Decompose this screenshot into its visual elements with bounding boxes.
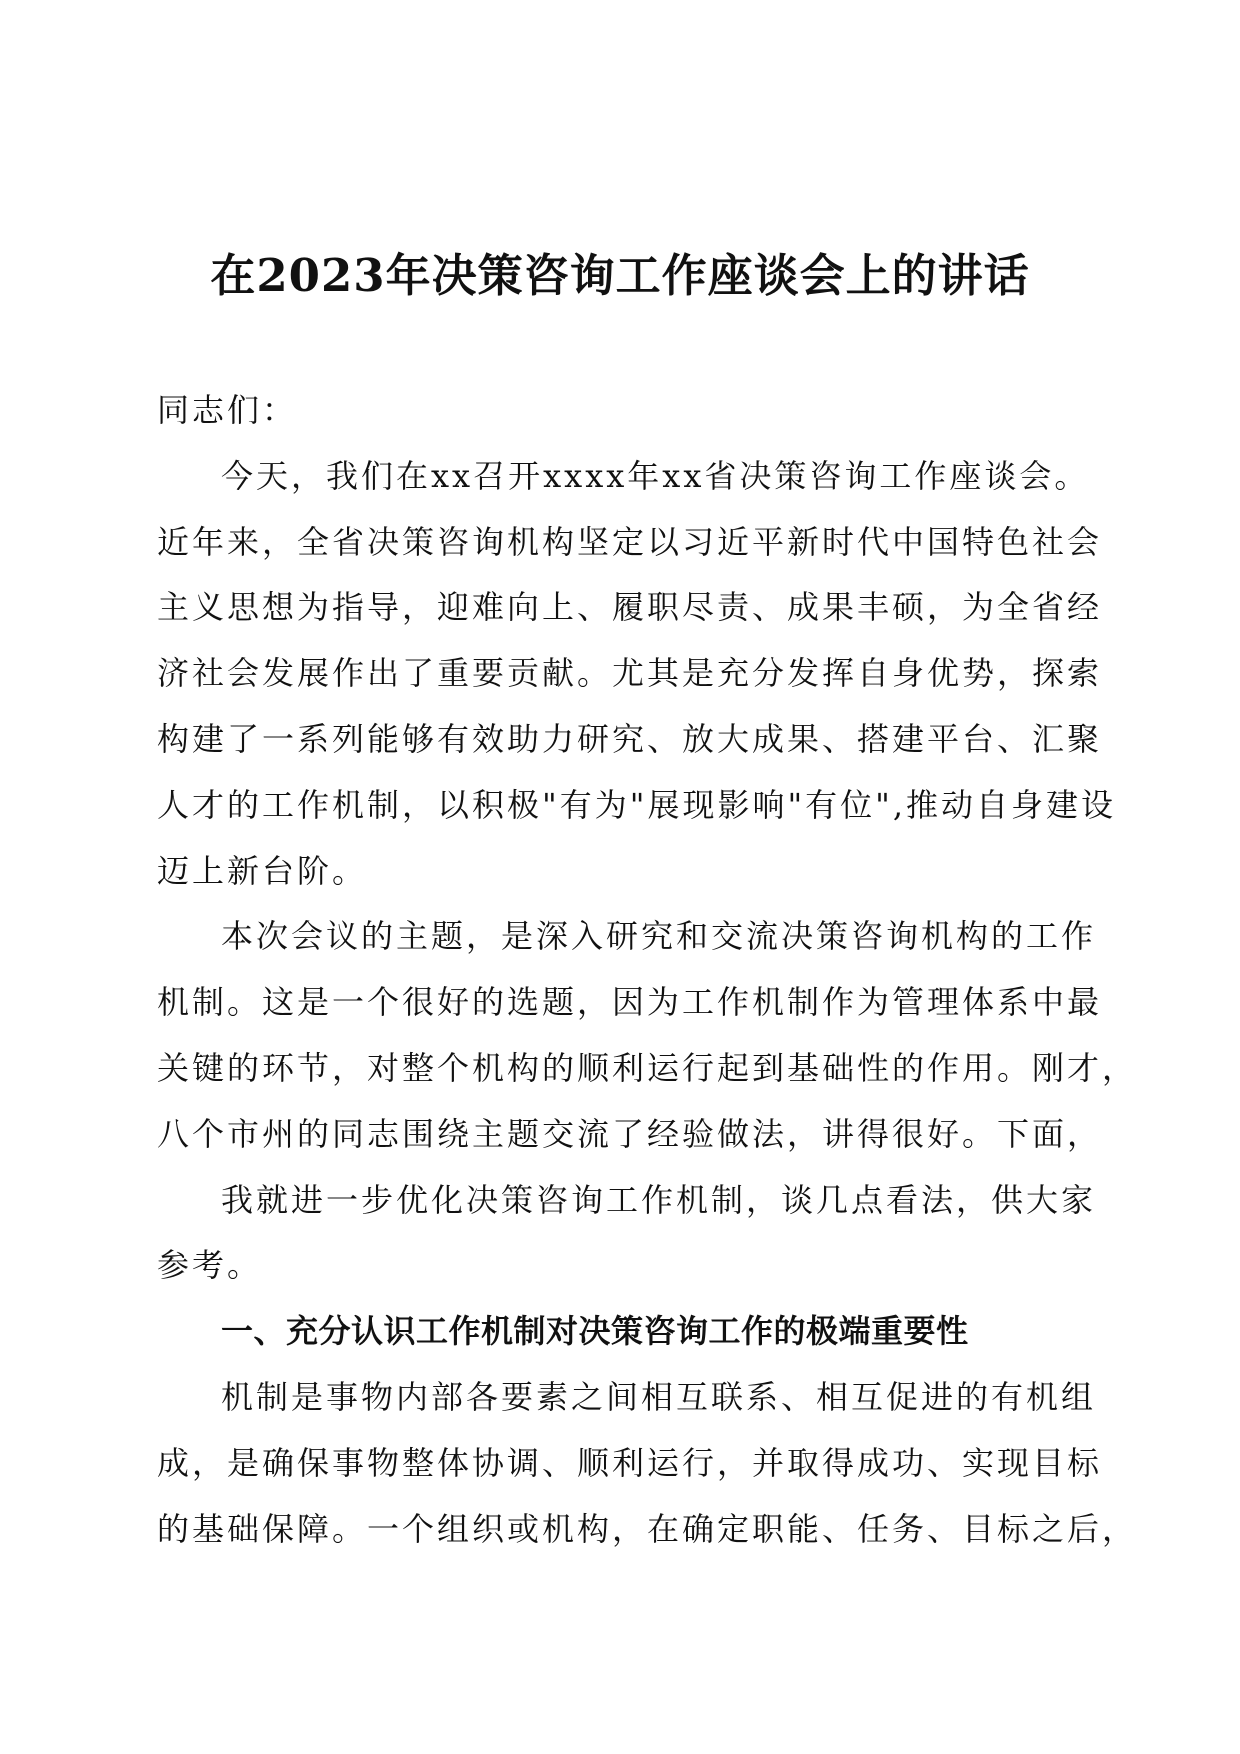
paragraph-1-line-3: 主义思想为指导，迎难向上、履职尽责、成果丰硕，为全省经	[157, 588, 1103, 627]
document-body	[157, 378, 1138, 1562]
paragraph-2-line-3: 关键的环节，对整个机构的顺利运行起到基础性的作用。刚才，	[157, 1048, 1138, 1087]
paragraph-3-line-2: 参考。	[157, 1246, 263, 1285]
paragraph-1-line-4: 济社会发展作出了重要贡献。尤其是充分发挥自身优势，探索	[157, 654, 1103, 693]
paragraph-1-line-2: 近年来，全省决策咨询机构坚定以习近平新时代中国特色社会	[157, 522, 1103, 561]
paragraph-3-line-1: 我就进一步优化决策咨询工作机制，谈几点看法，供大家	[221, 1180, 1097, 1219]
salutation-line: 同志们：	[157, 391, 298, 429]
paragraph-4-line-2: 成，是确保事物整体协调、顺利运行，并取得成功、实现目标	[157, 1443, 1103, 1482]
paragraph-2-line-1: 本次会议的主题，是深入研究和交流决策咨询机构的工作	[221, 917, 1097, 956]
section-heading-1: 一、充分认识工作机制对决策咨询工作的极端重要性	[221, 1312, 969, 1351]
paragraph-1-line-5: 构建了一系列能够有效助力研究、放大成果、搭建平台、汇聚	[157, 719, 1103, 758]
paragraph-1-line-7: 迈上新台阶。	[157, 851, 368, 890]
paragraph-4-line-1: 机制是事物内部各要素之间相互联系、相互促进的有机组	[221, 1377, 1097, 1416]
paragraph-1-line-6: 人才的工作机制，以积极"有为"展现影响"有位",推动自身建设	[157, 785, 1117, 824]
paragraph-2-line-4: 八个市州的同志围绕主题交流了经验做法，讲得很好。下面，	[157, 1114, 1103, 1153]
paragraph-1-line-1: 今天，我们在xx召开xxxx年xx省决策咨询工作座谈会。	[221, 456, 1090, 495]
paragraph-2-line-2: 机制。这是一个很好的选题，因为工作机制作为管理体系中最	[157, 983, 1103, 1022]
document-title: 在2023年决策咨询工作座谈会上的讲话	[210, 249, 1030, 302]
paragraph-4-line-3: 的基础保障。一个组织或机构，在确定职能、任务、目标之后，	[157, 1509, 1138, 1548]
